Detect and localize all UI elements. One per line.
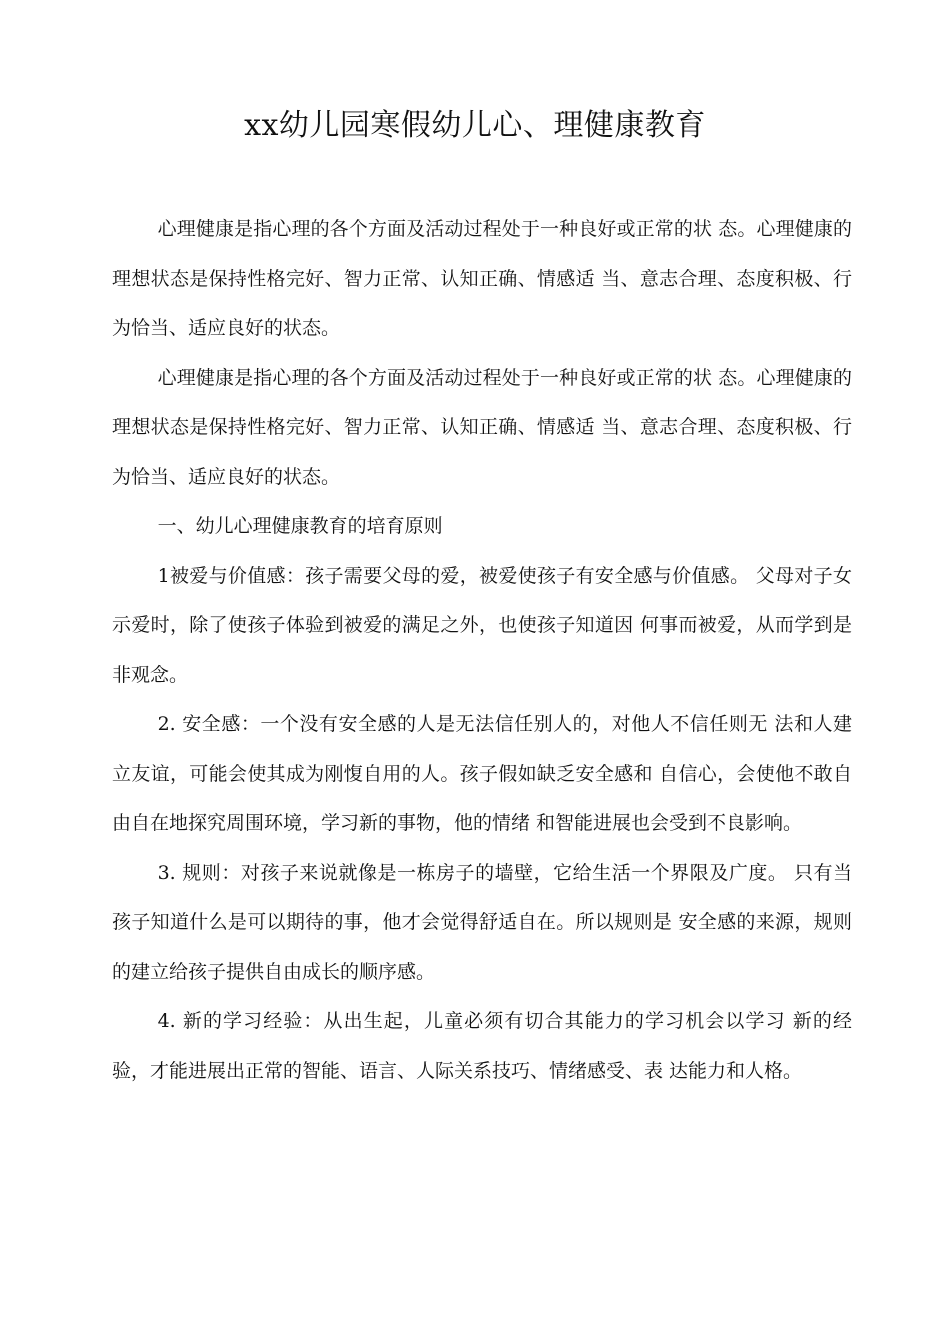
paragraph-item-4: 4. 新的学习经验：从出生起，儿童必须有切合其能力的学习机会以学习 新的经验，才能进展出正常的智能、语言、人际关系技巧、情绪感受、表 达能力和人格。 xyxy=(112,1010,852,1082)
document-title: xx幼儿园寒假幼儿心、理健康教育 xyxy=(244,108,706,143)
paragraph-definition-repeat: 心理健康是指心理的各个方面及活动过程处于一种良好或正常的状 态。心理健康的理想状态是保持性格完好、智力正常、认知正确、情感适 当、意志合理、态度积极、行为恰当、适应良好的状态。 xyxy=(112,366,852,488)
section-heading: 一、幼儿心理健康教育的培育原则 xyxy=(157,515,443,537)
paragraph-definition: 心理健康是指心理的各个方面及活动过程处于一种良好或正常的状 态。心理健康的理想状态是保持性格完好、智力正常、认知正确、情感适 当、意志合理、态度积极、行为恰当、适应良好的状态。 xyxy=(112,218,852,339)
paragraph-item-3: 3. 规则：对孩子来说就像是一栋房子的墙壁，它给生活一个界限及广度。 只有当孩子知道什么是可以期待的事，他才会觉得舒适自在。所以规则是 安全感的来源，规则的建立给孩子提供自由成长的顺序感。 xyxy=(112,861,852,983)
paragraph-item-1: 1被爱与价值感：孩子需要父母的爱，被爱使孩子有安全感与价值感。 父母对子女示爱时，除了使孩子体验到被爱的满足之外，也使孩子知道因 何事而被爱，从而学到是非观念。 xyxy=(112,564,852,686)
document-body xyxy=(112,205,852,1096)
paragraph-item-2: 2. 安全感：一个没有安全感的人是无法信任别人的，对他人不信任则无 法和人建立友谊，可能会使其成为刚愎自用的人。孩子假如缺乏安全感和 自信心，会使他不敢自由自在地探究周围环境，学习新的事物，他的情绪 和智能进展也会受到不良影响。 xyxy=(112,713,852,834)
